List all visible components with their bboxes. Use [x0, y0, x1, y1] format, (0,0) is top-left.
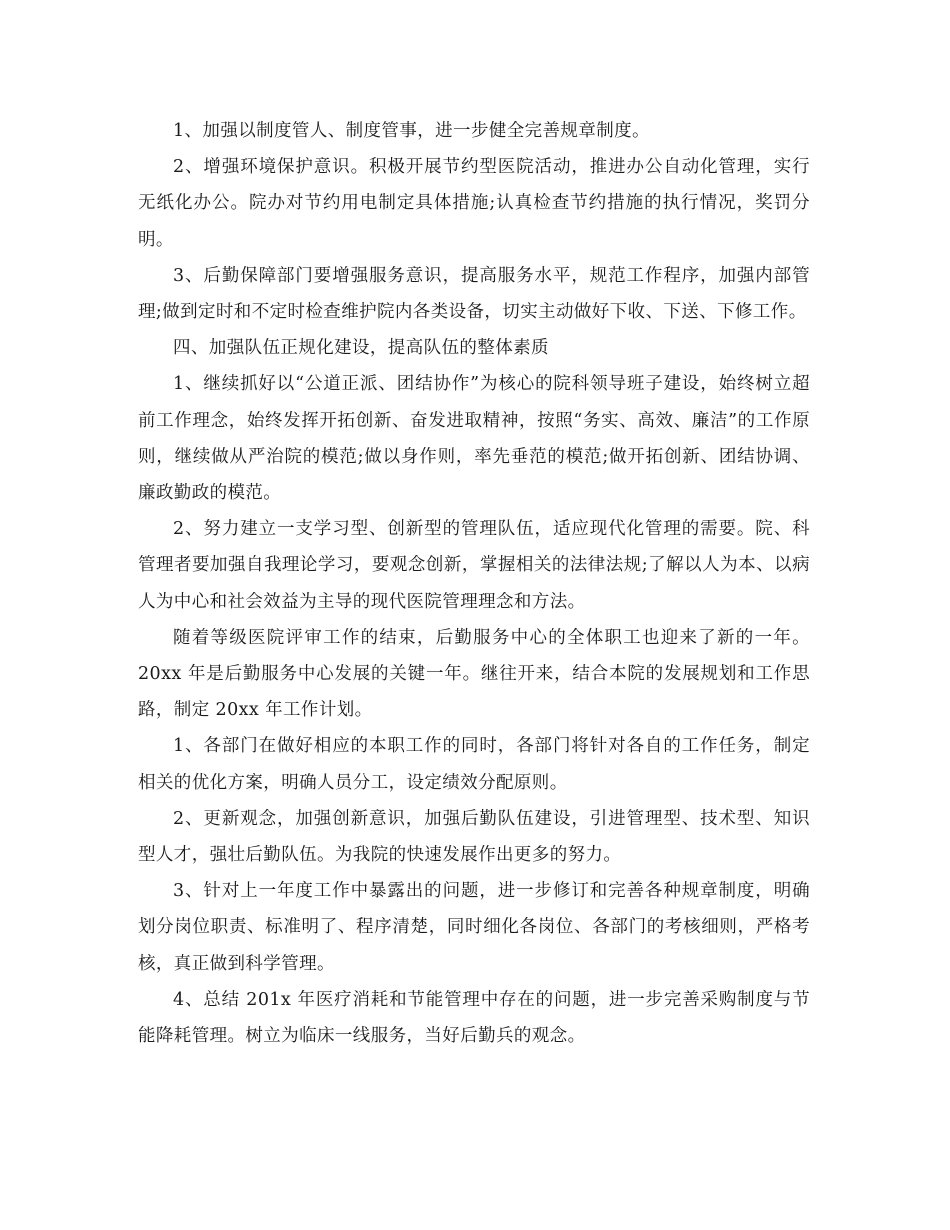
paragraph-10: 3、针对上一年度工作中暴露出的问题，进一步修订和完善各种规章制度，明确划分岗位职责、标准明了、程序清楚，同时细化各岗位、各部门的考核细则，严格考核，真正做到科学管理。	[138, 881, 810, 974]
paragraph-7: 随着等级医院评审工作的结束，后勤服务中心的全体职工也迎来了新的一年。20xx 年是后勤服务中心发展的关键一年。继往开来，结合本院的发展规划和工作思路，制定 20xx 年工作计划。	[138, 627, 810, 721]
paragraph-5: 1、继续抓好以“公道正派、团结协作”为核心的院科领导班子建设，始终树立超前工作理念，始终发挥开拓创新、奋发进取精神，按照“务实、高效、廉洁”的工作原则，继续做从严治院的模范;做以身作则，率先垂范的模范;做开拓创新、团结协调、廉政勤政的模范。	[138, 374, 810, 504]
paragraph-3: 3、后勤保障部门要增强服务意识，提高服务水平，规范工作程序，加强内部管理;做到定时和不定时检查维护院内各类设备，切实主动做好下收、下送、下修工作。	[138, 265, 810, 323]
paragraph-2: 2、增强环境保护意识。积极开展节约型医院活动，推进办公自动化管理，实行无纸化办公。院办对节约用电制定具体措施;认真检查节约措施的执行情况，奖罚分明。	[138, 157, 810, 250]
document-body	[138, 113, 810, 1054]
paragraph-1: 1、加强以制度管人、制度管事，进一步健全完善规章制度。	[173, 121, 650, 141]
paragraph-11: 4、总结 201x 年医疗消耗和节能管理中存在的问题，进一步完善采购制度与节能降耗管理。树立为临床一线服务，当好后勤兵的观念。	[138, 989, 810, 1047]
paragraph-6: 2、努力建立一支学习型、创新型的管理队伍，适应现代化管理的需要。院、科管理者要加强自我理论学习，要观念创新，掌握相关的法律法规;了解以人为本、以病人为中心和社会效益为主导的现代医院管理理念和方法。	[138, 519, 810, 612]
paragraph-8: 1、各部门在做好相应的本职工作的同时，各部门将针对各自的工作任务，制定相关的优化方案，明确人员分工，设定绩效分配原则。	[138, 736, 810, 793]
section-heading-4: 四、加强队伍正规化建设，提高队伍的整体素质	[173, 338, 549, 359]
paragraph-9: 2、更新观念，加强创新意识，加强后勤队伍建设，引进管理型、技术型、知识型人才，强壮后勤队伍。为我院的快速发展作出更多的努力。	[138, 808, 810, 866]
